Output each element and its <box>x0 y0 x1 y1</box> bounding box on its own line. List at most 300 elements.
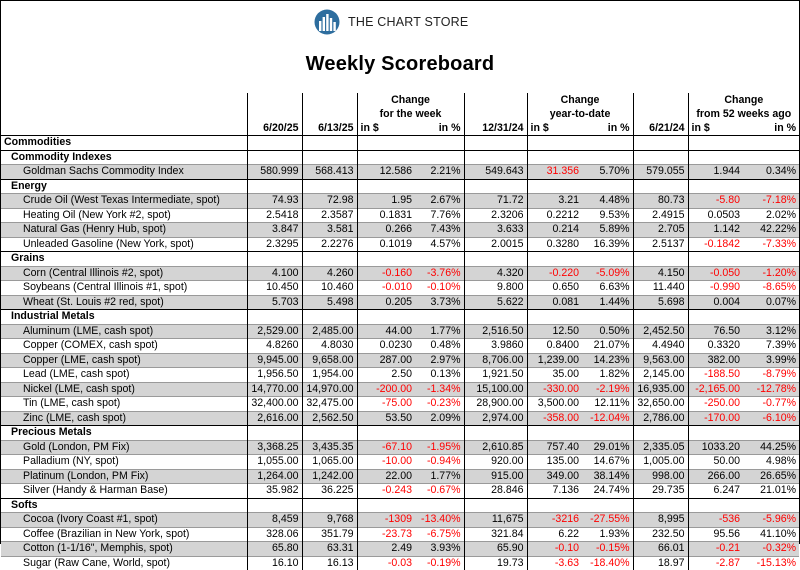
value-cell: -0.10 <box>527 542 582 557</box>
value-cell: 9,563.00 <box>633 353 688 368</box>
value-cell: 11.440 <box>633 281 688 296</box>
section-header <box>1 179 799 194</box>
header-week-line1: Change <box>357 93 464 107</box>
value-cell: 12.11% <box>582 397 633 412</box>
commodity-name: Corn (Central Illinois #2, spot) <box>1 266 247 281</box>
value-cell: -18.40% <box>582 556 633 570</box>
value-cell: 549.643 <box>464 165 527 180</box>
section-spacer-cell <box>415 426 464 441</box>
value-cell: -536 <box>688 513 743 528</box>
value-cell: 4.100 <box>247 266 302 281</box>
value-cell: -0.220 <box>527 266 582 281</box>
commodity-name: Goldman Sachs Commodity Index <box>1 165 247 180</box>
value-cell: 568.413 <box>302 165 357 180</box>
value-cell: 1.77% <box>415 469 464 484</box>
value-cell: -23.73 <box>357 527 415 542</box>
value-cell: 24.74% <box>582 484 633 499</box>
commodity-name: Tin (LME, cash spot) <box>1 397 247 412</box>
value-cell: -5.96% <box>743 513 799 528</box>
value-cell: 38.14% <box>582 469 633 484</box>
section-title: Commodities <box>1 136 247 151</box>
section-spacer-cell <box>688 179 743 194</box>
value-cell: 2.5418 <box>247 208 302 223</box>
value-cell: 2.67% <box>415 194 464 209</box>
section-spacer-cell <box>357 498 415 513</box>
section-spacer-cell <box>743 426 799 441</box>
value-cell: -2.19% <box>582 382 633 397</box>
value-cell: -67.10 <box>357 440 415 455</box>
value-cell: 72.98 <box>302 194 357 209</box>
value-cell: 0.1831 <box>357 208 415 223</box>
value-cell: -3216 <box>527 513 582 528</box>
value-cell: 3,435.35 <box>302 440 357 455</box>
value-cell: -27.55% <box>582 513 633 528</box>
commodity-name: Copper (LME, cash spot) <box>1 353 247 368</box>
value-cell: -3.63 <box>527 556 582 570</box>
section-spacer-cell <box>357 179 415 194</box>
section-spacer-cell <box>415 252 464 267</box>
value-cell: 6.63% <box>582 281 633 296</box>
section-spacer-cell <box>527 498 582 513</box>
value-cell: 998.00 <box>633 469 688 484</box>
value-cell: 2,610.85 <box>464 440 527 455</box>
section-spacer-cell <box>357 136 415 151</box>
section-header <box>1 150 799 165</box>
value-cell: 2,452.50 <box>633 324 688 339</box>
value-cell: 1.44% <box>582 295 633 310</box>
value-cell: 11,675 <box>464 513 527 528</box>
commodity-name: Natural Gas (Henry Hub, spot) <box>1 223 247 238</box>
commodity-name: Crude Oil (West Texas Intermediate, spot) <box>1 194 247 209</box>
value-cell: 1,242.00 <box>302 469 357 484</box>
value-cell: 321.84 <box>464 527 527 542</box>
section-header <box>1 498 799 513</box>
value-cell: 2,529.00 <box>247 324 302 339</box>
value-cell: 14.67% <box>582 455 633 470</box>
section-spacer-cell <box>743 252 799 267</box>
value-cell: -10.00 <box>357 455 415 470</box>
value-cell: 2.2276 <box>302 237 357 252</box>
value-cell: -7.33% <box>743 237 799 252</box>
value-cell: 2.0015 <box>464 237 527 252</box>
value-cell: 1,954.00 <box>302 368 357 383</box>
value-cell: -0.94% <box>415 455 464 470</box>
section-spacer-cell <box>582 426 633 441</box>
column-header: in $ <box>688 121 743 136</box>
value-cell: -1.95% <box>415 440 464 455</box>
section-spacer-cell <box>464 498 527 513</box>
value-cell: 6.247 <box>688 484 743 499</box>
value-cell: -0.03 <box>357 556 415 570</box>
value-cell: 579.055 <box>633 165 688 180</box>
value-cell: 1,239.00 <box>527 353 582 368</box>
section-spacer-cell <box>688 426 743 441</box>
value-cell: 2.49 <box>357 542 415 557</box>
value-cell: 50.00 <box>688 455 743 470</box>
commodity-name: Wheat (St. Louis #2 red, spot) <box>1 295 247 310</box>
commodity-name: Sugar (Raw Cane, World, spot) <box>1 556 247 570</box>
table-row <box>1 527 799 542</box>
value-cell: 2.5137 <box>633 237 688 252</box>
section-spacer-cell <box>527 310 582 325</box>
section-spacer-cell <box>302 252 357 267</box>
table-row <box>1 237 799 252</box>
value-cell: 2.3587 <box>302 208 357 223</box>
value-cell: 0.13% <box>415 368 464 383</box>
value-cell: -0.77% <box>743 397 799 412</box>
value-cell: 9.800 <box>464 281 527 296</box>
table-row <box>1 223 799 238</box>
value-cell: 2,516.50 <box>464 324 527 339</box>
value-cell: -0.160 <box>357 266 415 281</box>
section-title: Energy <box>1 179 247 194</box>
commodity-name: Unleaded Gasoline (New York, spot) <box>1 237 247 252</box>
page-title: Weekly Scoreboard <box>305 53 495 75</box>
commodity-name: Lead (LME, cash spot) <box>1 368 247 383</box>
value-cell: 16.10 <box>247 556 302 570</box>
section-spacer-cell <box>688 498 743 513</box>
section-spacer-cell <box>247 179 302 194</box>
section-spacer-cell <box>464 136 527 151</box>
value-cell: 19.73 <box>464 556 527 570</box>
value-cell: 1,956.50 <box>247 368 302 383</box>
section-spacer-cell <box>688 150 743 165</box>
value-cell: 7.76% <box>415 208 464 223</box>
section-spacer-cell <box>464 252 527 267</box>
header-blank <box>633 107 688 121</box>
value-cell: -6.75% <box>415 527 464 542</box>
commodity-name: Cocoa (Ivory Coast #1, spot) <box>1 513 247 528</box>
section-spacer-cell <box>527 252 582 267</box>
value-cell: 3.847 <box>247 223 302 238</box>
section-spacer-cell <box>302 136 357 151</box>
section-spacer-cell <box>357 252 415 267</box>
value-cell: -330.00 <box>527 382 582 397</box>
table-row <box>1 266 799 281</box>
value-cell: 14,970.00 <box>302 382 357 397</box>
table-row <box>1 513 799 528</box>
value-cell: 4.8030 <box>302 339 357 354</box>
value-cell: 5.622 <box>464 295 527 310</box>
section-spacer-cell <box>247 310 302 325</box>
section-spacer-cell <box>633 426 688 441</box>
header-blank <box>302 107 357 121</box>
column-header: in % <box>582 121 633 136</box>
value-cell: 0.07% <box>743 295 799 310</box>
bar-chart-logo-icon <box>314 9 340 35</box>
value-cell: -1.34% <box>415 382 464 397</box>
value-cell: -0.243 <box>357 484 415 499</box>
value-cell: 2.50 <box>357 368 415 383</box>
value-cell: 0.650 <box>527 281 582 296</box>
value-cell: -13.40% <box>415 513 464 528</box>
value-cell: 31.356 <box>527 165 582 180</box>
value-cell: 14,770.00 <box>247 382 302 397</box>
table-row <box>1 556 799 570</box>
commodity-name: Nickel (LME, cash spot) <box>1 382 247 397</box>
value-cell: 8,995 <box>633 513 688 528</box>
value-cell: 44.00 <box>357 324 415 339</box>
header-blank <box>1 93 247 107</box>
value-cell: 8,706.00 <box>464 353 527 368</box>
commodity-name: Silver (Handy & Harman Base) <box>1 484 247 499</box>
column-header: in $ <box>357 121 415 136</box>
value-cell: 0.0230 <box>357 339 415 354</box>
section-spacer-cell <box>302 310 357 325</box>
value-cell: 21.07% <box>582 339 633 354</box>
value-cell: -15.13% <box>743 556 799 570</box>
value-cell: -250.00 <box>688 397 743 412</box>
value-cell: 0.266 <box>357 223 415 238</box>
commodity-name: Heating Oil (New York #2, spot) <box>1 208 247 223</box>
column-header: in % <box>415 121 464 136</box>
section-title: Precious Metals <box>1 426 247 441</box>
value-cell: -8.65% <box>743 281 799 296</box>
value-cell: -75.00 <box>357 397 415 412</box>
value-cell: 5.70% <box>582 165 633 180</box>
commodity-name: Coffee (Brazilian in New York, spot) <box>1 527 247 542</box>
section-spacer-cell <box>688 310 743 325</box>
value-cell: 0.2212 <box>527 208 582 223</box>
section-spacer-cell <box>247 426 302 441</box>
value-cell: -8.79% <box>743 368 799 383</box>
value-cell: -0.67% <box>415 484 464 499</box>
section-spacer-cell <box>357 426 415 441</box>
section-spacer-cell <box>633 150 688 165</box>
header-blank <box>247 93 302 107</box>
value-cell: -188.50 <box>688 368 743 383</box>
header-blank <box>1 107 247 121</box>
value-cell: 135.00 <box>527 455 582 470</box>
section-spacer-cell <box>464 150 527 165</box>
commodity-name: Palladium (NY, spot) <box>1 455 247 470</box>
value-cell: 287.00 <box>357 353 415 368</box>
value-cell: 74.93 <box>247 194 302 209</box>
value-cell: 12.50 <box>527 324 582 339</box>
value-cell: 1,065.00 <box>302 455 357 470</box>
value-cell: 3,500.00 <box>527 397 582 412</box>
value-cell: 71.72 <box>464 194 527 209</box>
value-cell: 3.73% <box>415 295 464 310</box>
brand-logo <box>314 7 468 37</box>
value-cell: 10.450 <box>247 281 302 296</box>
value-cell: -0.1842 <box>688 237 743 252</box>
value-cell: 18.97 <box>633 556 688 570</box>
section-spacer-cell <box>247 150 302 165</box>
value-cell: 3,368.25 <box>247 440 302 455</box>
value-cell: 4.4940 <box>633 339 688 354</box>
value-cell: 3.633 <box>464 223 527 238</box>
value-cell: 2.09% <box>415 411 464 426</box>
scoreboard-table <box>1 93 799 570</box>
value-cell: 328.06 <box>247 527 302 542</box>
value-cell: 7.39% <box>743 339 799 354</box>
section-spacer-cell <box>415 150 464 165</box>
value-cell: -2.87 <box>688 556 743 570</box>
section-spacer-cell <box>464 426 527 441</box>
value-cell: 2,145.00 <box>633 368 688 383</box>
section-spacer-cell <box>633 252 688 267</box>
value-cell: 0.081 <box>527 295 582 310</box>
value-cell: 1,005.00 <box>633 455 688 470</box>
section-spacer-cell <box>582 310 633 325</box>
column-header: in $ <box>527 121 582 136</box>
value-cell: 1,055.00 <box>247 455 302 470</box>
section-spacer-cell <box>247 252 302 267</box>
value-cell: 4.260 <box>302 266 357 281</box>
value-cell: 1.142 <box>688 223 743 238</box>
value-cell: 35.00 <box>527 368 582 383</box>
commodity-name: Gold (London, PM Fix) <box>1 440 247 455</box>
commodity-name: Platinum (London, PM Fix) <box>1 469 247 484</box>
value-cell: 1.944 <box>688 165 743 180</box>
section-spacer-cell <box>302 498 357 513</box>
value-cell: 12.586 <box>357 165 415 180</box>
value-cell: 2.97% <box>415 353 464 368</box>
brand-name: THE CHART STORE <box>348 15 469 29</box>
value-cell: -0.990 <box>688 281 743 296</box>
header-blank <box>1 121 247 136</box>
section-spacer-cell <box>415 310 464 325</box>
value-cell: 41.10% <box>743 527 799 542</box>
section-spacer-cell <box>582 179 633 194</box>
value-cell: -3.76% <box>415 266 464 281</box>
value-cell: 4.150 <box>633 266 688 281</box>
section-spacer-cell <box>302 426 357 441</box>
value-cell: -0.050 <box>688 266 743 281</box>
value-cell: 1.93% <box>582 527 633 542</box>
value-cell: 8,459 <box>247 513 302 528</box>
table-row <box>1 324 799 339</box>
value-cell: -6.10% <box>743 411 799 426</box>
value-cell: 2,616.00 <box>247 411 302 426</box>
value-cell: -7.18% <box>743 194 799 209</box>
value-cell: 28.846 <box>464 484 527 499</box>
value-cell: 44.25% <box>743 440 799 455</box>
value-cell: 232.50 <box>633 527 688 542</box>
table-row <box>1 194 799 209</box>
value-cell: -12.04% <box>582 411 633 426</box>
value-cell: 29.01% <box>582 440 633 455</box>
value-cell: 915.00 <box>464 469 527 484</box>
value-cell: 22.00 <box>357 469 415 484</box>
value-cell: 4.8260 <box>247 339 302 354</box>
section-spacer-cell <box>633 136 688 151</box>
section-title: Grains <box>1 252 247 267</box>
section-spacer-cell <box>464 179 527 194</box>
header-ytd-line1: Change <box>527 93 633 107</box>
value-cell: 16.13 <box>302 556 357 570</box>
value-cell: 349.00 <box>527 469 582 484</box>
table-row <box>1 165 799 180</box>
value-cell: 21.01% <box>743 484 799 499</box>
value-cell: 2.4915 <box>633 208 688 223</box>
value-cell: 2,562.50 <box>302 411 357 426</box>
header-blank <box>302 93 357 107</box>
table-row <box>1 208 799 223</box>
header-yoy-line1: Change <box>688 93 799 107</box>
commodity-name: Cotton (1-1/16", Memphis, spot) <box>1 542 247 557</box>
section-spacer-cell <box>743 498 799 513</box>
value-cell: 35.982 <box>247 484 302 499</box>
value-cell: 42.22% <box>743 223 799 238</box>
value-cell: -1.20% <box>743 266 799 281</box>
value-cell: 7.136 <box>527 484 582 499</box>
value-cell: 757.40 <box>527 440 582 455</box>
value-cell: 32,475.00 <box>302 397 357 412</box>
value-cell: 0.8400 <box>527 339 582 354</box>
value-cell: 1.82% <box>582 368 633 383</box>
value-cell: 6.22 <box>527 527 582 542</box>
value-cell: 0.004 <box>688 295 743 310</box>
value-cell: 0.205 <box>357 295 415 310</box>
value-cell: 2.21% <box>415 165 464 180</box>
value-cell: 4.320 <box>464 266 527 281</box>
commodity-name: Soybeans (Central Illinois #1, spot) <box>1 281 247 296</box>
value-cell: 1.95 <box>357 194 415 209</box>
commodity-name: Copper (COMEX, cash spot) <box>1 339 247 354</box>
table-row <box>1 353 799 368</box>
table-row <box>1 411 799 426</box>
value-cell: 15,100.00 <box>464 382 527 397</box>
value-cell: 1033.20 <box>688 440 743 455</box>
value-cell: 266.00 <box>688 469 743 484</box>
value-cell: -358.00 <box>527 411 582 426</box>
section-spacer-cell <box>527 179 582 194</box>
table-row <box>1 440 799 455</box>
value-cell: 0.48% <box>415 339 464 354</box>
column-header: 6/21/24 <box>633 121 688 136</box>
value-cell: 4.57% <box>415 237 464 252</box>
value-cell: 95.56 <box>688 527 743 542</box>
section-title: Softs <box>1 498 247 513</box>
value-cell: 5.498 <box>302 295 357 310</box>
section-spacer-cell <box>247 498 302 513</box>
value-cell: 580.999 <box>247 165 302 180</box>
section-spacer-cell <box>415 498 464 513</box>
value-cell: 28,900.00 <box>464 397 527 412</box>
value-cell: 5.703 <box>247 295 302 310</box>
value-cell: -0.19% <box>415 556 464 570</box>
section-spacer-cell <box>582 136 633 151</box>
value-cell: -0.15% <box>582 542 633 557</box>
value-cell: 32,400.00 <box>247 397 302 412</box>
section-spacer-cell <box>415 136 464 151</box>
section-header <box>1 252 799 267</box>
value-cell: -1309 <box>357 513 415 528</box>
header-blank <box>633 93 688 107</box>
value-cell: -0.32% <box>743 542 799 557</box>
header-blank <box>464 93 527 107</box>
header-week-line2: for the week <box>357 107 464 121</box>
value-cell: 0.214 <box>527 223 582 238</box>
value-cell: 66.01 <box>633 542 688 557</box>
table-row <box>1 295 799 310</box>
table-row <box>1 368 799 383</box>
value-cell: 14.23% <box>582 353 633 368</box>
value-cell: -0.10% <box>415 281 464 296</box>
value-cell: 65.90 <box>464 542 527 557</box>
value-cell: 9,945.00 <box>247 353 302 368</box>
table-row <box>1 397 799 412</box>
table-row <box>1 484 799 499</box>
column-header: 12/31/24 <box>464 121 527 136</box>
value-cell: 1,921.50 <box>464 368 527 383</box>
value-cell: 3.9860 <box>464 339 527 354</box>
header-blank <box>464 107 527 121</box>
value-cell: 2.705 <box>633 223 688 238</box>
value-cell: 4.48% <box>582 194 633 209</box>
